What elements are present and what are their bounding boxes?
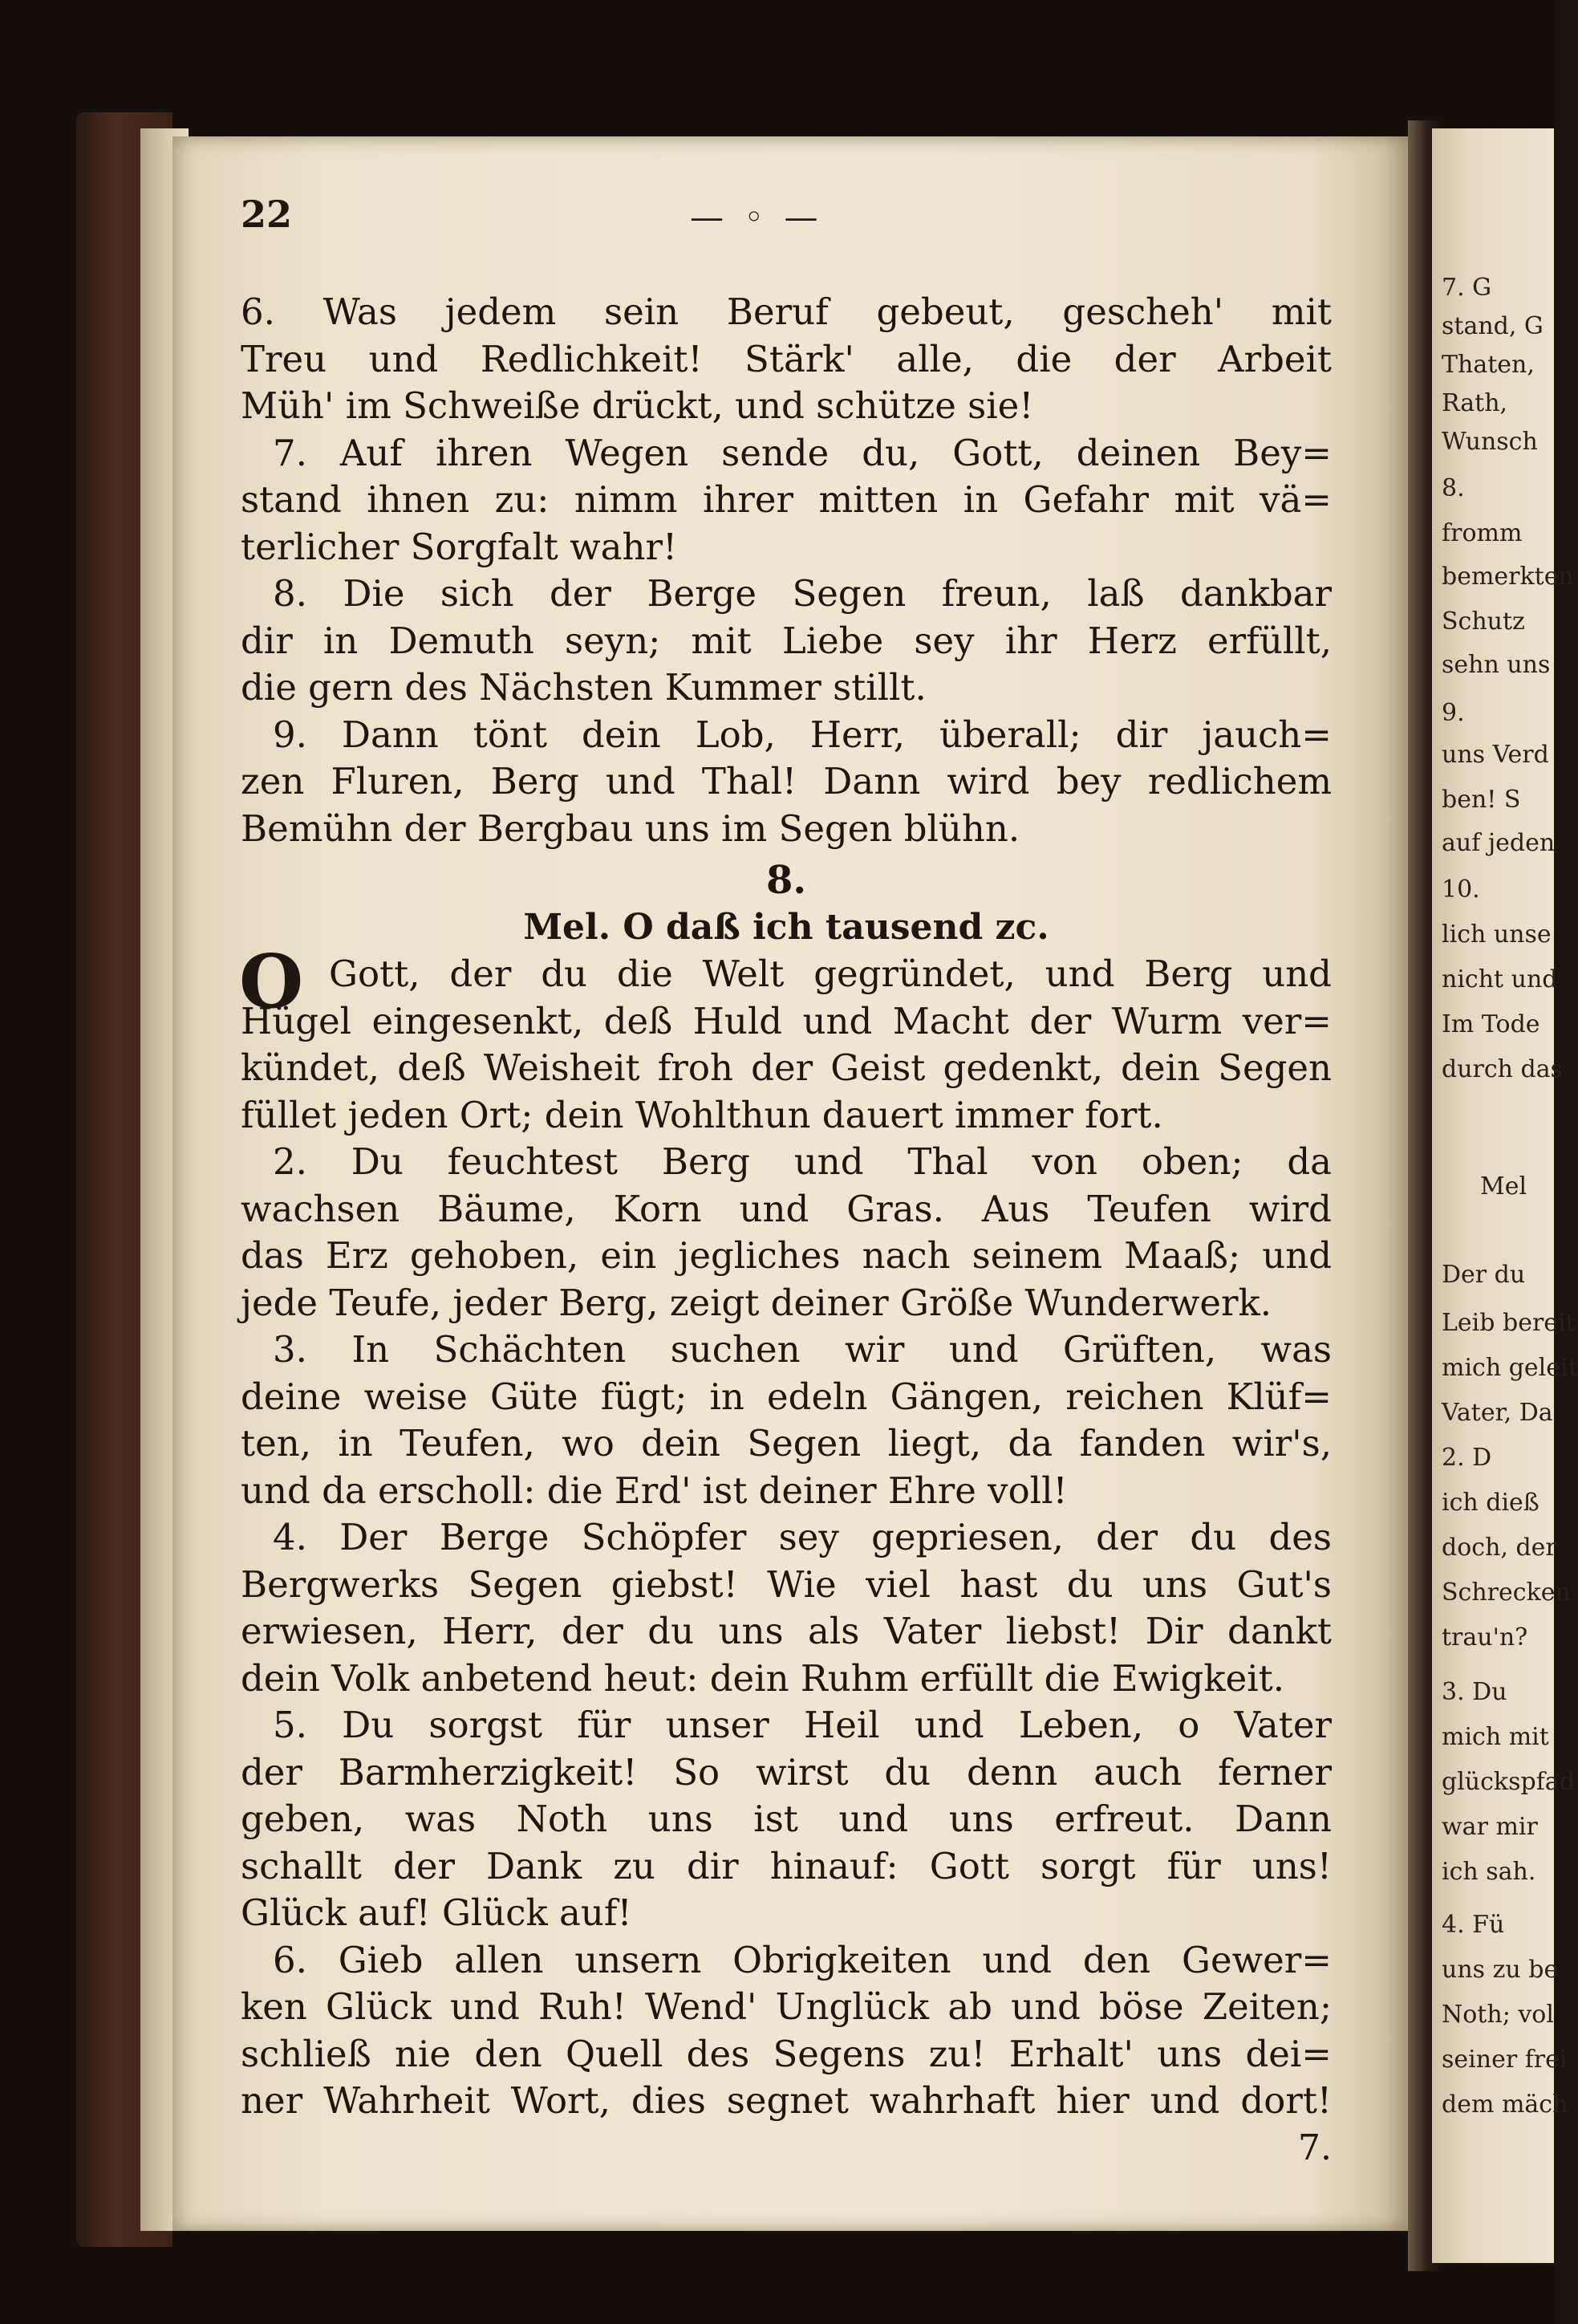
- text-line: schließ nie den Quell des Segens zu! Erhalt' uns dei=: [241, 2032, 1332, 2075]
- text-line: deine weise Güte fügt; in edeln Gängen, reichen Klüf=: [241, 1375, 1332, 1418]
- right-page-line: ich dieß: [1442, 1489, 1539, 1517]
- right-page-line: Schrecken: [1442, 1578, 1571, 1607]
- text-line: 8. Die sich der Berge Segen freun, laß dankbar: [273, 572, 1332, 615]
- text-line: wachsen Bäume, Korn und Gras. Aus Teufen wird: [241, 1187, 1332, 1230]
- right-page-line: 4. Fü: [1442, 1911, 1505, 1939]
- text-line: Bemühn der Bergbau uns im Segen blühn.: [241, 806, 1020, 850]
- right-page-line: 10.: [1442, 876, 1480, 904]
- text-line: ten, in Teufen, wo dein Segen liegt, da fanden wir's,: [241, 1422, 1332, 1465]
- text-line: 5. Du sorgst für unser Heil und Leben, o Vater: [273, 1704, 1332, 1746]
- right-page-line: mich mit: [1442, 1723, 1549, 1751]
- text-line: dein Volk anbetend heut: dein Ruhm erfüllt die Ewigkeit.: [241, 1656, 1285, 1700]
- right-page-line: ben! S: [1442, 786, 1521, 814]
- right-page-line: glückspfad: [1442, 1768, 1575, 1796]
- text-line: der Barmherzigkeit! So wirst du denn auch ferner: [241, 1750, 1332, 1794]
- right-page-line: bemerkten: [1442, 563, 1574, 591]
- right-page-line: seiner frei: [1442, 2046, 1568, 2074]
- right-page-line: durch das: [1442, 1055, 1564, 1083]
- right-page-line: fromm: [1442, 519, 1523, 547]
- catchword-line: [241, 2125, 1332, 2172]
- text-line: das Erz gehoben, ein jegliches nach seinem Maaß; und: [241, 1234, 1332, 1277]
- right-page-line: 8.: [1442, 474, 1465, 502]
- right-page-line: war mir: [1442, 1813, 1538, 1841]
- text-line: die gern des Nächsten Kummer stillt.: [241, 666, 927, 709]
- right-page-line: Rath,: [1442, 389, 1508, 417]
- right-page-line: Thaten,: [1442, 351, 1535, 379]
- text-line: geben, was Noth uns ist und uns erfreut. Dann: [241, 1798, 1332, 1840]
- right-page-line: dem mäch: [1442, 2090, 1568, 2119]
- text-line: Hügel eingesenkt, deß Huld und Macht der Wurm ver=: [241, 999, 1332, 1042]
- right-page-line: stand, G: [1442, 312, 1544, 340]
- right-page-line: 3. Du: [1442, 1678, 1507, 1706]
- catchword: 7.: [1298, 2127, 1332, 2168]
- right-page-fragment: [1432, 128, 1578, 2263]
- text-line: terlicher Sorgfalt wahr!: [241, 525, 678, 568]
- drop-cap: O: [239, 938, 304, 1025]
- text-line-content: Gott, der du die Welt gegründet, und Berg und: [329, 953, 1332, 995]
- page-header: [241, 193, 1348, 241]
- text-line: jede Teufe, jeder Berg, zeigt deiner Größe Wunderwerk.: [241, 1281, 1272, 1324]
- text-line: Treu und Redlichkeit! Stärk' alle, die der Arbeit: [241, 337, 1332, 380]
- text-line: Bergwerks Segen giebst! Wie viel hast du uns Gut's: [241, 1562, 1332, 1606]
- right-page-line: mich geleit: [1442, 1354, 1578, 1382]
- right-page-line: Im Tode: [1442, 1010, 1540, 1038]
- right-page-line: lich unse: [1442, 920, 1552, 949]
- right-page-line: Wunsch: [1442, 428, 1538, 456]
- right-page-line: auf jeden: [1442, 829, 1556, 857]
- right-page-line: Leib bereit: [1442, 1309, 1576, 1337]
- text-line: dir in Demuth seyn; mit Liebe sey ihr Herz erfüllt,: [241, 619, 1332, 662]
- page-number: 22: [241, 193, 293, 236]
- right-page-line: trau'n?: [1442, 1623, 1528, 1652]
- right-page-line: 2. D: [1442, 1444, 1492, 1472]
- text-line: schallt der Dank zu dir hinauf: Gott sorgt für uns!: [241, 1844, 1332, 1887]
- text-line: 2. Du feuchtest Berg und Thal von oben; da: [273, 1140, 1332, 1183]
- text-line: 6. Was jedem sein Beruf gebeut, gescheh' mit: [241, 290, 1332, 333]
- text-line: zen Fluren, Berg und Thal! Dann wird bey redlichem: [241, 760, 1332, 802]
- right-page-line: uns Verd: [1442, 741, 1549, 769]
- right-page-line: Mel: [1480, 1172, 1527, 1201]
- text-line: Glück auf! Glück auf!: [241, 1891, 632, 1934]
- hymn-number: 8.: [765, 858, 807, 903]
- page-body: [241, 289, 1332, 2172]
- header-ornament: — ◦ —: [690, 197, 823, 237]
- right-page-line: uns zu be: [1442, 1956, 1559, 1984]
- text-line: ner Wahrheit Wort, dies segnet wahrhaft hier und dort!: [241, 2079, 1332, 2122]
- text-line: und da erscholl: die Erd' ist deiner Ehre voll!: [241, 1469, 1068, 1512]
- text-line: füllet jeden Ort; dein Wohlthun dauert immer fort.: [241, 1093, 1163, 1136]
- text-line: 7. Auf ihren Wegen sende du, Gott, deinen Bey=: [273, 431, 1332, 474]
- text-line: kündet, deß Weisheit froh der Geist gedenkt, dein Segen: [241, 1046, 1332, 1089]
- right-page-line: ich sah.: [1442, 1858, 1536, 1886]
- text-line: erwiesen, Herr, der du uns als Vater liebst! Dir dankt: [241, 1610, 1332, 1652]
- text-line: 3. In Schächten suchen wir und Grüften, was: [273, 1328, 1332, 1371]
- right-page-line: Schutz: [1442, 607, 1525, 636]
- right-page-line: 7. G: [1442, 274, 1492, 302]
- right-page-line: 9.: [1442, 699, 1465, 727]
- right-page-line: Noth; vol: [1442, 2001, 1554, 2029]
- text-line: 6. Gieb allen unsern Obrigkeiten und den Gewer=: [273, 1938, 1332, 1981]
- melody-line: Mel. O daß ich tausend zc.: [523, 906, 1049, 948]
- text-line: 9. Dann tönt dein Lob, Herr, überall; dir jauch=: [273, 713, 1332, 756]
- text-line: stand ihnen zu: nimm ihrer mitten in Gefahr mit vä=: [241, 478, 1332, 521]
- right-page-line: sehn uns: [1442, 651, 1551, 679]
- right-page-line: nicht und: [1442, 965, 1558, 993]
- text-line: 4. Der Berge Schöpfer sey gepriesen, der du des: [273, 1516, 1332, 1558]
- right-page-line: Vater, Da: [1442, 1399, 1553, 1427]
- right-page-line: Der du: [1442, 1261, 1526, 1289]
- text-line: ken Glück und Ruh! Wend' Unglück ab und böse Zeiten;: [241, 1985, 1332, 2028]
- text-line: Müh' im Schweiße drückt, und schütze sie!: [241, 384, 1034, 427]
- right-page-line: doch, der: [1442, 1534, 1557, 1562]
